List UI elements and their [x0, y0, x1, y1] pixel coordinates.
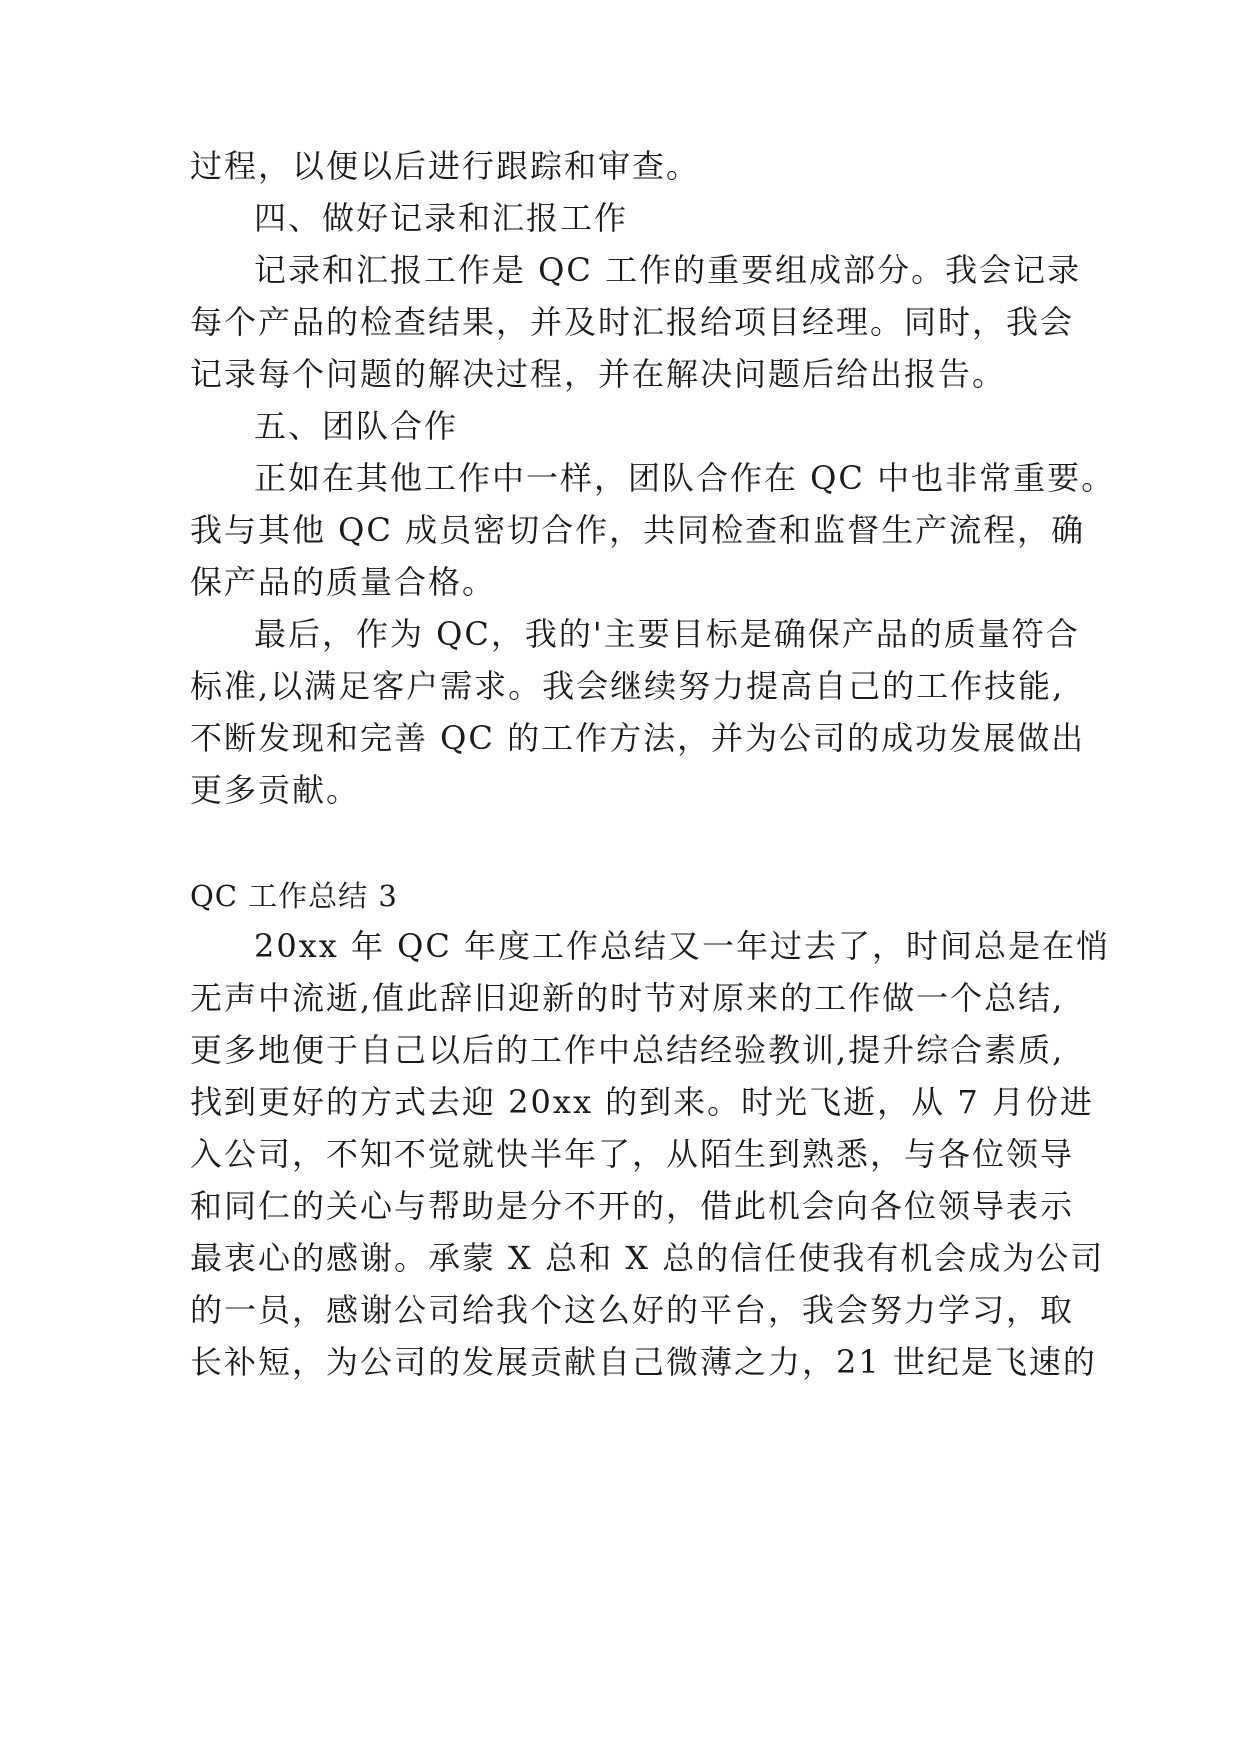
- paragraph-line: 过程，以便以后进行跟踪和审查。: [190, 147, 701, 185]
- paragraph-line: 和同仁的关心与帮助是分不开的，借此机会向各位领导表示: [190, 1187, 1075, 1225]
- paragraph-line: 最后，作为 QC，我的'主要目标是确保产品的质量符合: [254, 615, 1080, 653]
- paragraph-line: 入公司，不知不觉就快半年了，从陌生到熟悉，与各位领导: [190, 1135, 1075, 1173]
- paragraph-line: 不断发现和完善 QC 的工作方法，并为公司的成功发展做出: [190, 719, 1086, 757]
- paragraph-line: 最衷心的感谢。承蒙 X 总和 X 总的信任使我有机会成为公司: [190, 1239, 1105, 1277]
- paragraph-line: 记录和汇报工作是 QC 工作的重要组成部分。我会记录: [254, 251, 1082, 289]
- paragraph-line: 更多地便于自己以后的工作中总结经验教训,提升综合素质,: [190, 1031, 1065, 1069]
- paragraph-line: 记录每个问题的解决过程，并在解决问题后给出报告。: [190, 355, 1007, 393]
- paragraph-line: 我与其他 QC 成员密切合作，共同检查和监督生产流程，确: [190, 511, 1086, 549]
- paragraph-line: 每个产品的检查结果，并及时汇报给项目经理。同时，我会: [190, 303, 1075, 341]
- paragraph-line: 的一员，感谢公司给我个这么好的平台，我会努力学习，取: [190, 1291, 1075, 1329]
- paragraph-line: 更多贡献。: [190, 771, 361, 809]
- paragraph-line: 正如在其他工作中一样，团队合作在 QC 中也非常重要。: [254, 459, 1116, 497]
- paragraph-line: 标准,以满足客户需求。我会继续努力提高自己的工作技能,: [190, 667, 1065, 705]
- paragraph-line: 长补短，为公司的发展贡献自己微薄之力，21 世纪是飞速的: [190, 1343, 1097, 1381]
- section-heading: 五、团队合作: [254, 407, 459, 445]
- paragraph-line: 保产品的质量合格。: [190, 563, 497, 601]
- paragraph-line: 20xx 年 QC 年度工作总结又一年过去了，时间总是在悄: [254, 927, 1111, 965]
- paragraph-line: 无声中流逝,值此辞旧迎新的时节对原来的工作做一个总结,: [190, 979, 1065, 1017]
- section-title: QC 工作总结 3: [190, 879, 398, 913]
- section-heading: 四、做好记录和汇报工作: [254, 199, 629, 237]
- paragraph-line: 找到更好的方式去迎 20xx 的到来。时光飞逝，从 7 月份进: [190, 1083, 1094, 1121]
